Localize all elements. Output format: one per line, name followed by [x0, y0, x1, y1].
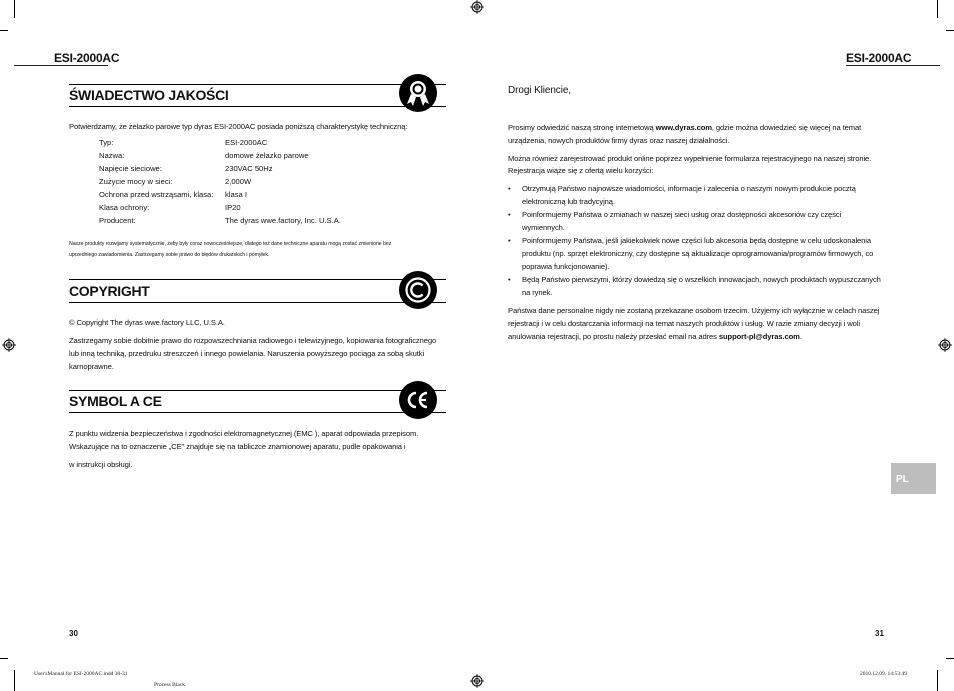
privacy-text: anulowania rejestracji, po prostu należy przesłać email na adres — [508, 332, 719, 341]
registration-mark-icon — [938, 338, 952, 352]
right-model-header: ESI-2000AC — [846, 51, 912, 65]
bullet-text-line: produktu (np. sprzęt elektroniczny, czy dostępne są aktualizacje oprogramowania/programów firmowych, co — [522, 249, 874, 258]
ce-paragraph-line: Z punktu widzenia bezpieczeństwa i zgodności elektromagnetycznej (EMC ), aparat odpowiada przepisom. — [69, 429, 419, 438]
website-link[interactable]: www.dyras.com — [655, 123, 712, 132]
bullet-text-line: poprawia funkcjonowanie). — [522, 262, 610, 271]
register-line: Rejestracja wiąże się z ofertą wielu korzyści: — [508, 166, 654, 175]
crop-mark — [937, 0, 938, 18]
spec-label: Typ: — [99, 138, 114, 147]
language-tab-label: PL — [896, 474, 909, 485]
bullet-icon: • — [508, 275, 511, 284]
spec-value: klasa I — [225, 190, 247, 199]
slug-color: Process Black — [154, 682, 186, 688]
spec-row — [99, 177, 341, 190]
registration-mark-icon — [470, 674, 484, 688]
spec-label: Napięcie sieciowe: — [99, 164, 162, 173]
bullet-icon: • — [508, 210, 511, 219]
register-line: Można również zarejestrować produkt online poprzez wypełnienie formularza rejestracyjnego na naszej stronie. — [508, 154, 872, 163]
crop-mark — [946, 658, 954, 659]
crop-mark — [0, 658, 8, 659]
quality-title: ŚWIADECTWO JAKOŚCI — [69, 87, 229, 103]
benefits-list — [508, 182, 881, 299]
bullet-text-line: Otrzymują Państwo najnowsze wiadomości, informacje i zalecenia o naszym nowym produkcie pocztą — [522, 184, 856, 193]
language-tab — [891, 463, 936, 494]
bullet-text-line: Poinformujemy Państwa o zmianach w naszej sieci usług oraz dostępności akcesoriów czy części — [522, 210, 842, 219]
spec-label: Producent: — [99, 216, 136, 225]
crop-mark — [937, 670, 938, 691]
list-item — [508, 208, 881, 234]
bullet-text-line: wymiennych. — [522, 223, 565, 232]
list-item — [508, 182, 881, 208]
spec-row — [99, 190, 341, 203]
ce-mark-icon — [399, 381, 437, 419]
bullet-icon: • — [508, 236, 511, 245]
spec-row — [99, 164, 341, 177]
privacy-line: Państwa dane personalne nigdy nie zostaną przekazane osobom trzecim. Użyjemy ich wyłącznie w celach naszej — [508, 306, 880, 315]
registration-mark-icon — [470, 0, 484, 14]
registration-mark-icon — [2, 338, 16, 352]
copyright-paragraph-line: karnoprawne. — [69, 362, 114, 371]
left-header-rule — [14, 65, 108, 66]
visit-text: , gdzie można dowiedzieć się więcej na temat — [711, 123, 862, 132]
ce-paragraph-line: w instrukcji obsługi. — [69, 460, 133, 469]
spec-value: ESI-2000AC — [225, 138, 268, 147]
greeting: Drogi Kliencie, — [508, 85, 571, 96]
spec-label: Klasa ochrony: — [99, 203, 150, 212]
spec-row — [99, 203, 341, 216]
slug-datetime: 2010.12.09. 14:53:49 — [860, 671, 908, 677]
privacy-line — [508, 330, 802, 343]
bullet-text-line: Poinformujemy Państwa, jeśli jakiekolwiek nowe części lub akcesoria będą dostępne w celu udoskonalenia — [522, 236, 872, 245]
medal-icon — [399, 74, 437, 112]
list-item — [508, 234, 881, 273]
spec-row — [99, 151, 341, 164]
left-model-header: ESI-2000AC — [54, 51, 120, 65]
spec-value: The dyras wwe.factory, Inc. U.S.A. — [225, 216, 341, 225]
support-email-link[interactable]: support-pl@dyras.com — [718, 332, 800, 341]
copyright-paragraph-line: lub inną techniką, przedruku streszczeń i innego powielania. Naruszenia powyższego pociąga za sobą skutki — [69, 349, 425, 358]
quality-top-rule — [69, 84, 446, 85]
ce-bottom-rule — [69, 412, 446, 413]
right-header-rule — [846, 65, 940, 66]
quality-bottom-rule — [69, 106, 446, 107]
bullet-icon: • — [508, 184, 511, 193]
spec-value: IP20 — [225, 203, 241, 212]
ce-paragraph-line: Wskazujące na to oznaczenie „CE" znajduje się na tabliczce znamionowej aparatu, pudle opakowania i — [69, 442, 406, 451]
privacy-text: . — [799, 332, 802, 341]
spec-row — [99, 216, 341, 229]
spec-value: domowe żelazko parowe — [225, 151, 309, 160]
quality-note-line: Nasze produkty rozwijamy systematycznie, żeby były coraz nowocześniejsze, dlatego też dane techniczne aparatu mogą zostać zmienione bez — [69, 241, 392, 247]
spec-table — [99, 138, 341, 229]
visit-line — [508, 121, 861, 134]
spec-row — [99, 138, 341, 151]
crop-mark — [14, 670, 15, 691]
spec-label: Nazwa: — [99, 151, 125, 160]
crop-mark — [14, 0, 15, 18]
ce-top-rule — [69, 390, 446, 391]
copyright-paragraph-line: Zastrzegamy sobie dobitnie prawo do rozpowszechniania radiowego i telewizyjnego, kopiowania fotograficznego — [69, 336, 437, 345]
privacy-line: rejestracji i w celu dostarczania informacji na temat naszych produktów i usług. W razie zmiany decyzji i woli — [508, 319, 860, 328]
page-number-left: 30 — [69, 629, 78, 638]
spec-value: 2,000W — [225, 177, 252, 186]
visit-text: Prosimy odwiedzić naszą stronę internetową — [508, 123, 656, 132]
visit-line: urządzenia, nowych produktów firmy dyras oraz naszej działalności. — [508, 136, 730, 145]
quality-note-line: uprzedniego zawiadomienia. Zastrzegamy sobie prawo do błędów drukarskich i pomyłek. — [69, 252, 270, 258]
spec-value: 230VAC 50Hz — [225, 164, 273, 173]
bullet-text-line: na rynek. — [522, 288, 553, 297]
copyright-title: COPYRIGHT — [69, 283, 150, 299]
copyright-icon — [399, 271, 437, 309]
copyright-top-rule — [69, 279, 446, 280]
bullet-text-line: elektroniczną lub tradycyjną. — [522, 197, 615, 206]
ce-title: SYMBOL A CE — [69, 393, 162, 409]
spec-label: Ochrona przed wstrząsami, klasa: — [99, 190, 214, 199]
bullet-text-line: Będą Państwo pierwszymi, którzy dowiedzą się o wszelkich innowacjach, nowych produktach wypuszczanych — [522, 275, 881, 284]
quality-intro: Potwierdzamy, że żelazko parowe typ dyras ESI-2000AC posiada poniższą charakterystykę techniczną: — [69, 122, 408, 131]
copyright-bottom-rule — [69, 302, 446, 303]
crop-mark — [946, 30, 954, 31]
copyright-line: © Copyright The dyras wwe.factory LLC, U.S.A. — [69, 318, 225, 327]
spec-label: Zużycie mocy w sieci: — [99, 177, 173, 186]
slug-file: User'sManual for ESI-2000AC.indd 30-31 — [34, 671, 128, 677]
crop-mark — [0, 30, 8, 31]
list-item — [508, 273, 881, 299]
page-number-right: 31 — [875, 629, 884, 638]
